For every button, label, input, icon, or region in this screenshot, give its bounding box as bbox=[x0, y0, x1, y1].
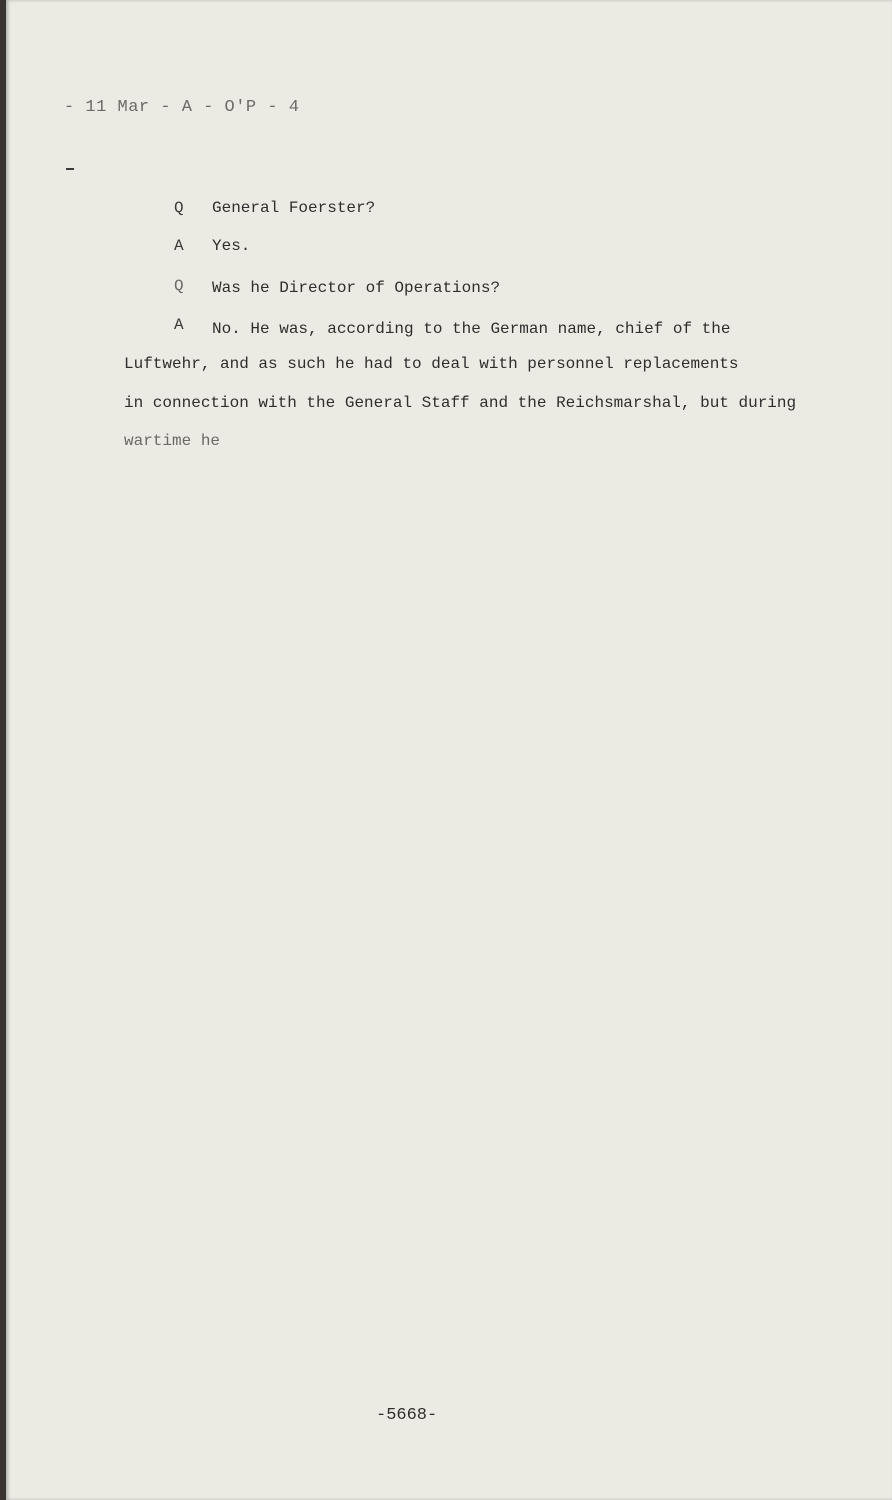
transcript-page bbox=[6, 0, 892, 1500]
page-header: - 11 Mar - A - O'P - 4 bbox=[64, 98, 300, 117]
exchange-text: General Foerster? bbox=[212, 199, 376, 217]
page-number: -5668- bbox=[376, 1406, 438, 1425]
speaker-marker: A bbox=[174, 237, 184, 255]
exchange-text: No. He was, according to the German name, chief of the bbox=[212, 320, 731, 338]
exchange-text: Was he Director of Operations? bbox=[212, 279, 501, 297]
continuation-line: wartime he bbox=[124, 432, 221, 450]
continuation-line: Luftwehr, and as such he had to deal with personnel replacements bbox=[124, 355, 739, 373]
speaker-marker: Q bbox=[174, 199, 184, 217]
continuation-line: in connection with the General Staff and the Reichsmarshal, but during bbox=[124, 394, 797, 412]
margin-tick-mark bbox=[66, 168, 74, 170]
speaker-marker: Q bbox=[174, 277, 184, 295]
exchange-text: Yes. bbox=[212, 237, 251, 255]
speaker-marker: A bbox=[174, 316, 184, 334]
